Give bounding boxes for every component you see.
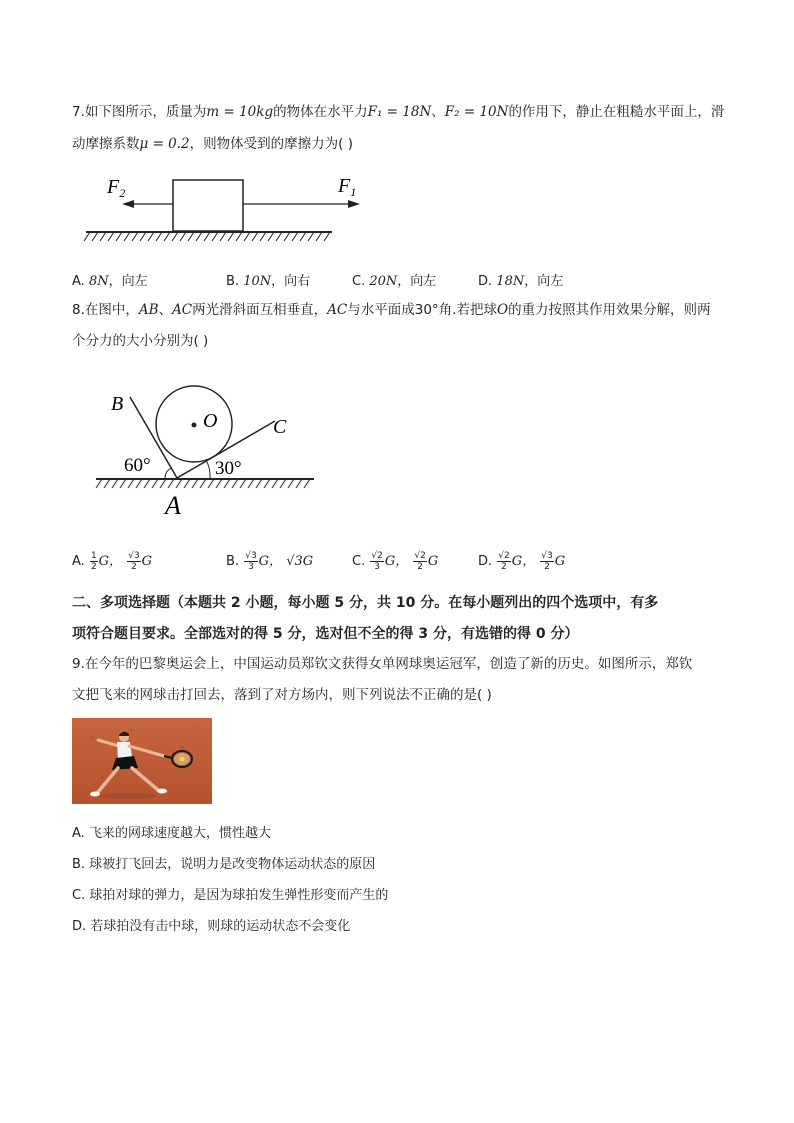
q7-text: 如下图所示，质量为 xyxy=(84,104,207,120)
option-letter: D. xyxy=(72,919,87,934)
q8-text: 个分力的大小分别为( ) xyxy=(72,333,209,349)
q8-option-c[interactable] xyxy=(352,550,438,572)
fraction-den: 3 xyxy=(374,562,380,572)
q7-text: 的作用下，静止在粗糙水平面上，滑 xyxy=(508,104,725,120)
section2-text: 项符合题目要求。全部选对的得 5 分，选对但不全的得 3 分，有选错的得 0 分） xyxy=(72,626,579,642)
option-value: 8N xyxy=(88,274,109,289)
q7-sep: 、 xyxy=(431,104,445,120)
f2-arrowhead xyxy=(122,200,134,208)
option-value: √3G xyxy=(286,554,314,569)
angle-arc-30 xyxy=(206,460,210,478)
q8-o: O xyxy=(496,302,509,318)
option-letter: B. xyxy=(72,857,86,872)
fraction xyxy=(127,551,140,572)
q7-option-b[interactable] xyxy=(226,270,310,289)
option-letter: C. xyxy=(352,274,366,289)
fraction-num: √3 xyxy=(245,551,257,561)
q7-line1 xyxy=(72,103,724,122)
option-dir: ，向右 xyxy=(271,274,311,289)
q7-number: 7. xyxy=(72,104,85,120)
fraction-num: √2 xyxy=(498,551,510,561)
q8-incline-diagram xyxy=(92,378,322,523)
option-unit: G， xyxy=(258,554,283,569)
block xyxy=(173,180,243,231)
ground-hatch xyxy=(96,479,310,488)
label-o: O xyxy=(203,410,218,432)
q8-ac: AC xyxy=(172,302,193,318)
q9-number: 9. xyxy=(72,656,85,672)
ground-hatch xyxy=(84,232,330,241)
q9-option-c[interactable] xyxy=(72,884,388,903)
q7-f1: F₁ = 18N xyxy=(367,104,432,120)
section2-heading-line2 xyxy=(72,623,578,643)
fraction xyxy=(540,551,553,572)
option-text: 球被打飞回去，说明力是改变物体运动状态的原因 xyxy=(89,857,376,872)
ball-center xyxy=(192,423,197,428)
option-letter: D. xyxy=(478,554,493,569)
q7-option-d[interactable] xyxy=(478,270,563,289)
fraction-den: 2 xyxy=(90,562,97,572)
fraction-den: 2 xyxy=(131,562,137,572)
label-c: C xyxy=(273,416,287,438)
q7-mass: m = 10kg xyxy=(206,104,274,120)
option-text: 若球拍没有击中球，则球的运动状态不会变化 xyxy=(90,919,351,934)
q9-line2 xyxy=(72,686,492,705)
label-b: B xyxy=(111,393,124,415)
q8-ac: AC xyxy=(327,302,348,318)
fraction-num: √3 xyxy=(128,551,140,561)
fraction-den: 2 xyxy=(501,562,507,572)
fraction xyxy=(244,551,257,572)
q9-option-a[interactable] xyxy=(72,822,271,841)
q8-number: 8. xyxy=(72,302,85,318)
angle-arc-60 xyxy=(165,468,171,478)
q8-text: 与水平面成30°角.若把球 xyxy=(347,302,497,318)
q7-option-c[interactable] xyxy=(352,270,436,289)
fraction-den: 3 xyxy=(248,562,254,572)
f2-label: $F_2$ xyxy=(107,176,126,200)
option-value: 20N xyxy=(369,274,398,289)
q7-mu: μ = 0.2 xyxy=(139,136,190,152)
option-dir: ，向左 xyxy=(397,274,437,289)
q7-option-a[interactable] xyxy=(72,270,148,289)
q8-option-d[interactable] xyxy=(478,550,565,572)
fraction-num: √2 xyxy=(371,551,383,561)
q9-option-d[interactable] xyxy=(72,915,350,934)
q7-f2: F₂ = 10N xyxy=(444,104,509,120)
q7-text: ，则物体受到的摩擦力为( ) xyxy=(189,136,353,152)
q8-text: 在图中， xyxy=(84,302,139,318)
tennis-player-photo xyxy=(72,718,212,804)
fraction-num: 1 xyxy=(90,551,97,561)
option-unit: G， xyxy=(384,554,409,569)
fraction xyxy=(370,551,383,572)
option-text: 球拍对球的弹力，是因为球拍发生弹性形变而产生的 xyxy=(89,888,389,903)
fraction-den: 2 xyxy=(544,562,550,572)
angle-60-label: 60° xyxy=(124,455,151,476)
f1-label: $F_1$ xyxy=(338,175,357,199)
f1-arrowhead xyxy=(348,200,360,208)
fraction xyxy=(497,551,510,572)
q7-text: 动摩擦系数 xyxy=(72,136,140,152)
option-unit: G， xyxy=(98,554,123,569)
section2-text: 二、多项选择题（本题共 2 小题，每小题 5 分，共 10 分。在每小题列出的四个选项中，有多 xyxy=(72,595,659,611)
option-unit: G， xyxy=(511,554,536,569)
option-text: 飞来的网球速度越大，惯性越大 xyxy=(88,826,271,841)
option-letter: A. xyxy=(72,274,85,289)
fraction xyxy=(413,551,426,572)
q8-line2 xyxy=(72,332,208,351)
option-letter: A. xyxy=(72,554,85,569)
q8-sep: 、 xyxy=(158,302,173,318)
q7-text: 的物体在水平力 xyxy=(273,104,368,120)
q8-text: 的重力按照其作用效果分解，则两 xyxy=(508,302,711,318)
tennis-player-image xyxy=(72,718,212,804)
option-letter: C. xyxy=(72,888,86,903)
option-letter: B. xyxy=(226,274,240,289)
fraction-num: √3 xyxy=(541,551,553,561)
option-letter: C. xyxy=(352,554,366,569)
option-value: 10N xyxy=(243,274,272,289)
option-letter: A. xyxy=(72,826,85,841)
option-dir: ，向左 xyxy=(524,274,564,289)
q9-text: 文把飞来的网球击打回去，落到了对方场内，则下列说法不正确的是( ) xyxy=(72,687,492,703)
q7-force-diagram xyxy=(80,168,357,246)
section2-heading-line1 xyxy=(72,592,658,612)
option-unit: G xyxy=(554,554,566,569)
q8-line1 xyxy=(72,301,711,320)
q8-option-a[interactable] xyxy=(72,550,152,572)
option-dir: ，向左 xyxy=(108,274,148,289)
angle-30-label: 30° xyxy=(215,458,242,479)
q8-ab: AB xyxy=(138,302,159,318)
q9-line1 xyxy=(72,655,692,674)
fraction-num: √2 xyxy=(414,551,426,561)
q8-text: 两光滑斜面互相垂直， xyxy=(192,302,328,318)
q9-option-b[interactable] xyxy=(72,853,375,872)
option-value: 18N xyxy=(496,274,525,289)
option-unit: G xyxy=(427,554,439,569)
q7-line2 xyxy=(72,135,353,154)
q9-text: 在今年的巴黎奥运会上，中国运动员郑钦文获得女单网球奥运冠军，创造了新的历史。如图所示，郑钦 xyxy=(84,656,693,672)
option-letter: D. xyxy=(478,274,493,289)
option-letter: B. xyxy=(226,554,240,569)
fraction-den: 2 xyxy=(417,562,423,572)
option-unit: G xyxy=(141,554,153,569)
label-a: A xyxy=(165,491,181,520)
q8-option-b[interactable] xyxy=(226,550,313,572)
fraction xyxy=(90,551,98,572)
